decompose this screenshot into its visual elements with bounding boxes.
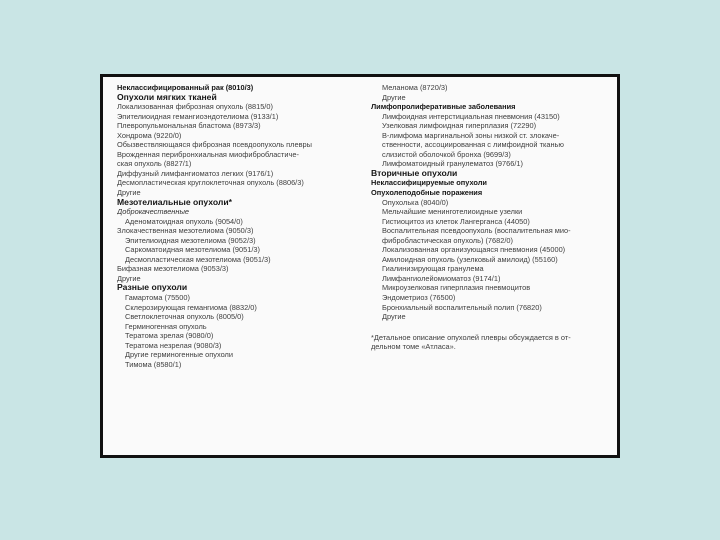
list-item: Узелковая лимфоидная гиперплазия (72290) (382, 121, 537, 131)
list-item: Тератома зрелая (9080/0) (125, 331, 214, 341)
list-item: Микроузелковая гиперплазия пневмоцитов (382, 283, 531, 293)
list-item: Мельчайшие менинготелиоидные узелки (382, 207, 523, 217)
list-item: Опухолька (8040/0) (382, 197, 449, 207)
list-item: Другие (117, 188, 141, 198)
list-item: Хондрома (9220/0) (117, 130, 182, 140)
section-heading: Опухолеподобные поражения (371, 188, 483, 198)
footnote-line: *Детальное описание опухолей плевры обсуждается в от- (371, 332, 571, 342)
list-item: Светлоклеточная опухоль (8005/0) (125, 312, 244, 322)
list-item: Саркоматоидная мезотелиома (9051/3) (125, 245, 260, 255)
document-page (100, 74, 620, 458)
list-item: Диффузный лимфангиоматоз легких (9176/1) (117, 168, 274, 178)
list-item: Обызвествляющаяся фиброзная псевдоопухоль плевры (117, 140, 312, 150)
list-item: Лимфангиолейомиоматоз (9174/1) (382, 273, 501, 283)
section-heading: Вторичные опухоли (371, 168, 458, 178)
list-item: Эпителиоидная гемангиоэндотелиома (9133/1) (117, 111, 279, 121)
list-item: В-лимфома маргинальной зоны низкой ст. злокаче- (382, 130, 560, 140)
section-heading: Опухоли мягких тканей (117, 92, 217, 102)
list-item: Эпителиоидная мезотелиома (9052/3) (125, 235, 256, 245)
list-item: Гиалинизирующая гранулема (382, 264, 484, 274)
footnote (371, 333, 611, 352)
list-item: слизистой оболочкой бронха (9699/3) (382, 149, 511, 159)
list-item: ственности, ассоциированная с лимфоидной тканью (382, 140, 564, 150)
list-item: ская опухоль (8827/1) (117, 159, 192, 169)
list-item: фибробластическая опухоль) (7682/0) (382, 235, 513, 245)
list-item: Врожденная перибронхиальная миофибробластиче- (117, 149, 299, 159)
left-column (117, 83, 375, 369)
list-item: Герминогенная опухоль (125, 321, 207, 331)
list-item: Десмопластическая круглоклеточная опухоль (8806/3) (117, 178, 304, 188)
list-item: Тимома (8580/1) (125, 359, 182, 369)
right-column (371, 83, 611, 352)
list-item: Локализованная фиброзная опухоль (8815/0) (117, 102, 273, 112)
list-item: Другие (382, 92, 406, 102)
list-item: Тератома незрелая (9080/3) (125, 340, 222, 350)
section-heading: Мезотелиальные опухоли* (117, 197, 232, 207)
list-item: Бронхиальный воспалительный полип (76820) (382, 302, 542, 312)
list-item: Другие (117, 273, 141, 283)
list-item: Склерозирующая гемангиома (8832/0) (125, 302, 257, 312)
list-item: Гамартома (75500) (125, 293, 190, 303)
list-item: Воспалительная псевдоопухоль (воспалительная мио- (382, 226, 571, 236)
list-item: Другие герминогенные опухоли (125, 350, 233, 360)
list-item: Амилоидная опухоль (узелковый амилоид) (55160) (382, 254, 558, 264)
list-item: Аденоматоидная опухоль (9054/0) (125, 216, 243, 226)
list-item: Локализованная организующаяся пневмония (45000) (382, 245, 566, 255)
section-heading: Неклассифицируемые опухоли (371, 178, 487, 188)
list-item: Бифазная мезотелиома (9053/3) (117, 264, 229, 274)
list-item: Гистиоцитоз из клеток Лангерганса (44050) (382, 216, 530, 226)
list-item: Другие (382, 312, 406, 322)
list-item: Лимфоидная интерстициальная пневмония (43150) (382, 111, 560, 121)
list-item: Плевропульмональная бластома (8973/3) (117, 121, 261, 131)
list-item: Эндометриоз (76500) (382, 293, 456, 303)
list-item: Лимфоматоидный гранулематоз (9766/1) (382, 159, 523, 169)
section-heading: Неклассифицированный рак (8010/3) (117, 83, 254, 92)
list-item: Меланома (8720/3) (382, 83, 448, 92)
list-item: Десмопластическая мезотелиома (9051/3) (125, 254, 271, 264)
section-heading: Лимфопролиферативные заболевания (371, 102, 516, 112)
subsection-label: Доброкачественные (117, 207, 189, 217)
list-item: Злокачественная мезотелиома (9050/3) (117, 226, 254, 236)
footnote-line: дельном томе «Атласа». (371, 342, 456, 352)
section-heading: Разные опухоли (117, 283, 188, 293)
